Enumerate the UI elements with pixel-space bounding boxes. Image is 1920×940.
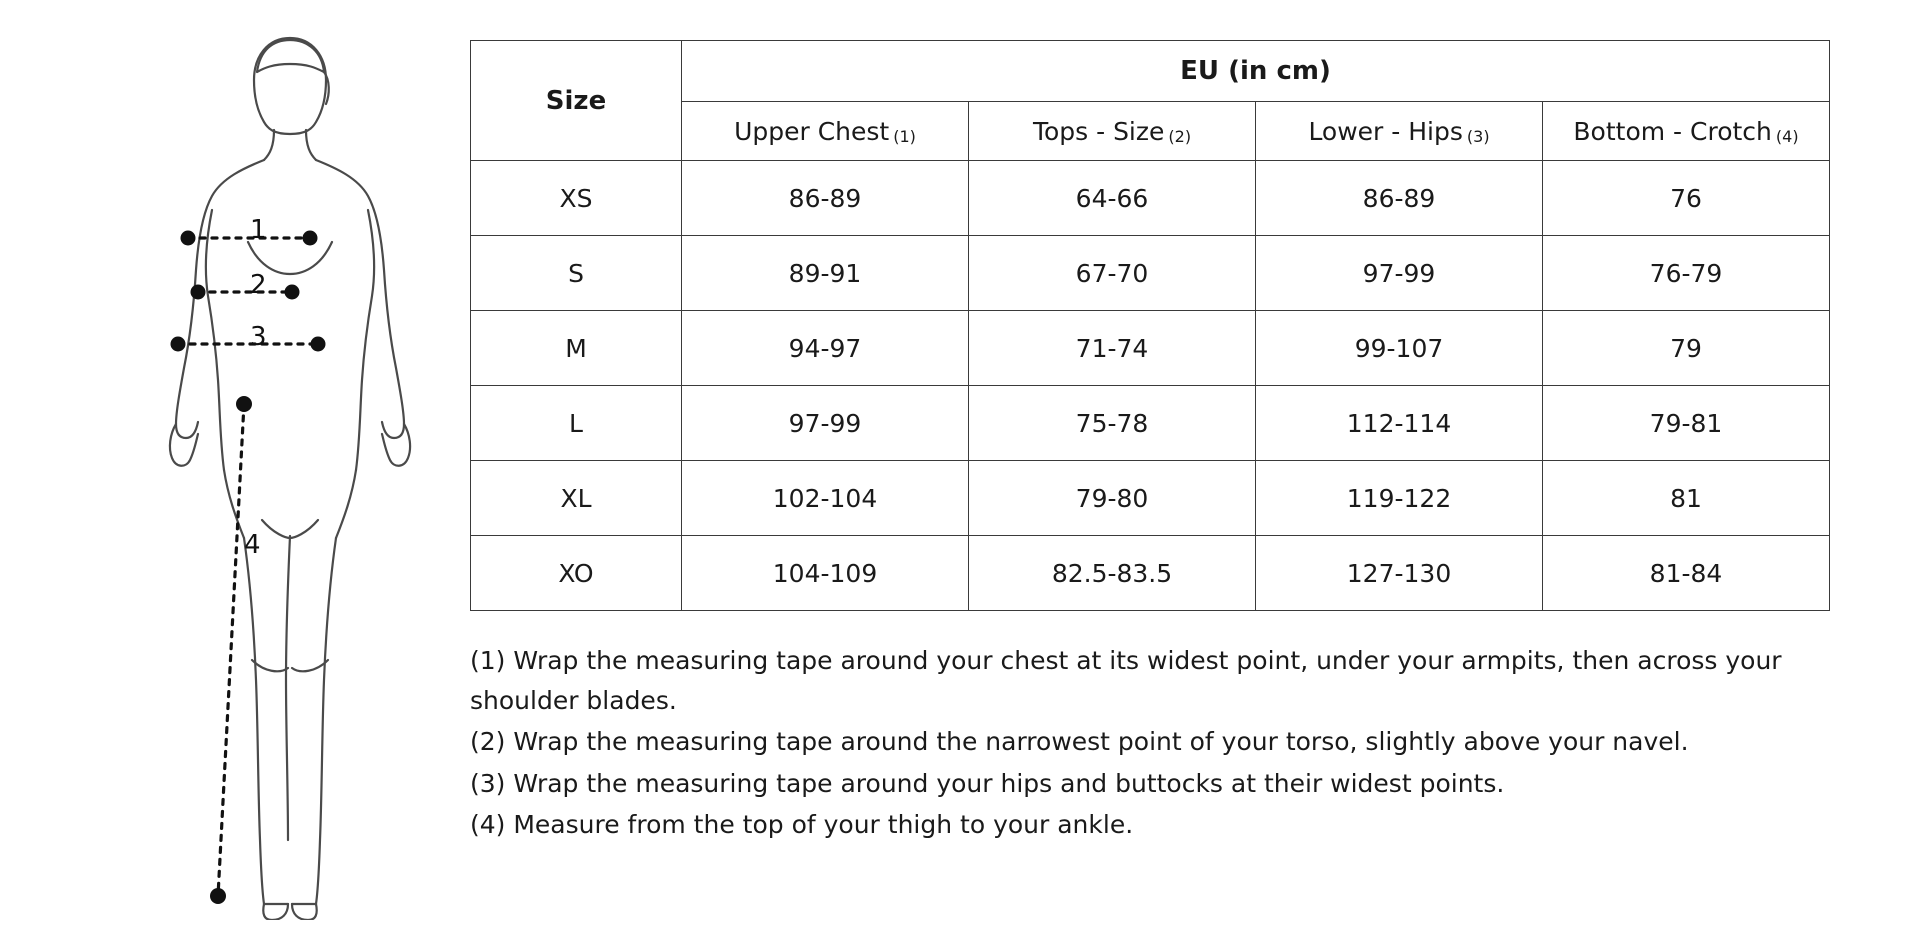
table-row	[471, 536, 1830, 611]
cell-upper-chest: 97-99	[682, 386, 969, 461]
body-silhouette-icon	[140, 20, 440, 920]
header-tops-size	[969, 102, 1256, 161]
note-4: (4) Measure from the top of your thigh to your ankle.	[470, 810, 1134, 839]
row-size: XL	[471, 461, 682, 536]
header-upper-chest-note: (1)	[893, 126, 916, 146]
cell-bottom-crotch: 76-79	[1543, 236, 1830, 311]
row-size: XO	[471, 536, 682, 611]
measurement-notes	[470, 641, 1870, 845]
note-2: (2) Wrap the measuring tape around the narrowest point of your torso, slightly above your navel.	[470, 727, 1689, 756]
row-size: S	[471, 236, 682, 311]
table-header-row-group	[471, 41, 1830, 102]
measure-label-4: 4	[244, 530, 261, 560]
cell-tops-size: 64-66	[969, 161, 1256, 236]
header-size: Size	[471, 41, 682, 161]
cell-bottom-crotch: 79-81	[1543, 386, 1830, 461]
table-row	[471, 236, 1830, 311]
row-size: L	[471, 386, 682, 461]
cell-bottom-crotch: 79	[1543, 311, 1830, 386]
cell-tops-size: 75-78	[969, 386, 1256, 461]
header-eu-group: EU (in cm)	[682, 41, 1830, 102]
cell-tops-size: 79-80	[969, 461, 1256, 536]
row-size: M	[471, 311, 682, 386]
header-bottom-crotch-note: (4)	[1775, 126, 1799, 146]
cell-bottom-crotch: 81-84	[1543, 536, 1830, 611]
cell-lower-hips: 112-114	[1256, 386, 1543, 461]
table-row	[471, 386, 1830, 461]
header-lower-hips-label: Lower - Hips	[1308, 116, 1463, 146]
header-upper-chest-label: Upper Chest	[734, 116, 890, 146]
cell-lower-hips: 99-107	[1256, 311, 1543, 386]
cell-upper-chest: 86-89	[682, 161, 969, 236]
size-chart-content	[470, 0, 1920, 847]
cell-upper-chest: 89-91	[682, 236, 969, 311]
cell-tops-size: 82.5-83.5	[969, 536, 1256, 611]
cell-lower-hips: 119-122	[1256, 461, 1543, 536]
body-figure	[0, 0, 470, 940]
cell-lower-hips: 97-99	[1256, 236, 1543, 311]
header-upper-chest	[682, 102, 969, 161]
cell-bottom-crotch: 76	[1543, 161, 1830, 236]
cell-lower-hips: 127-130	[1256, 536, 1543, 611]
size-chart-table	[470, 40, 1830, 611]
table-row	[471, 311, 1830, 386]
cell-upper-chest: 94-97	[682, 311, 969, 386]
row-size: XS	[471, 161, 682, 236]
cell-bottom-crotch: 81	[1543, 461, 1830, 536]
header-bottom-crotch-label: Bottom - Crotch	[1573, 116, 1772, 146]
header-lower-hips	[1256, 102, 1543, 161]
measure-label-1: 1	[250, 215, 267, 245]
note-3: (3) Wrap the measuring tape around your hips and buttocks at their widest points.	[470, 768, 1505, 798]
measure-label-3: 3	[250, 322, 267, 352]
cell-tops-size: 71-74	[969, 311, 1256, 386]
cell-upper-chest: 102-104	[682, 461, 969, 536]
note-1: (1) Wrap the measuring tape around your chest at its widest point, under your armpits, then across your shoulder blades.	[470, 646, 1782, 715]
table-row	[471, 161, 1830, 236]
measure-line-4	[210, 396, 252, 904]
cell-tops-size: 67-70	[969, 236, 1256, 311]
table-row	[471, 461, 1830, 536]
cell-upper-chest: 104-109	[682, 536, 969, 611]
measure-line-3	[171, 337, 326, 352]
header-tops-size-label: Tops - Size	[1032, 116, 1165, 146]
header-lower-hips-note: (3)	[1466, 126, 1490, 146]
measure-label-2: 2	[250, 270, 267, 300]
cell-lower-hips: 86-89	[1256, 161, 1543, 236]
header-bottom-crotch	[1543, 102, 1830, 161]
header-tops-size-note: (2)	[1168, 126, 1192, 146]
